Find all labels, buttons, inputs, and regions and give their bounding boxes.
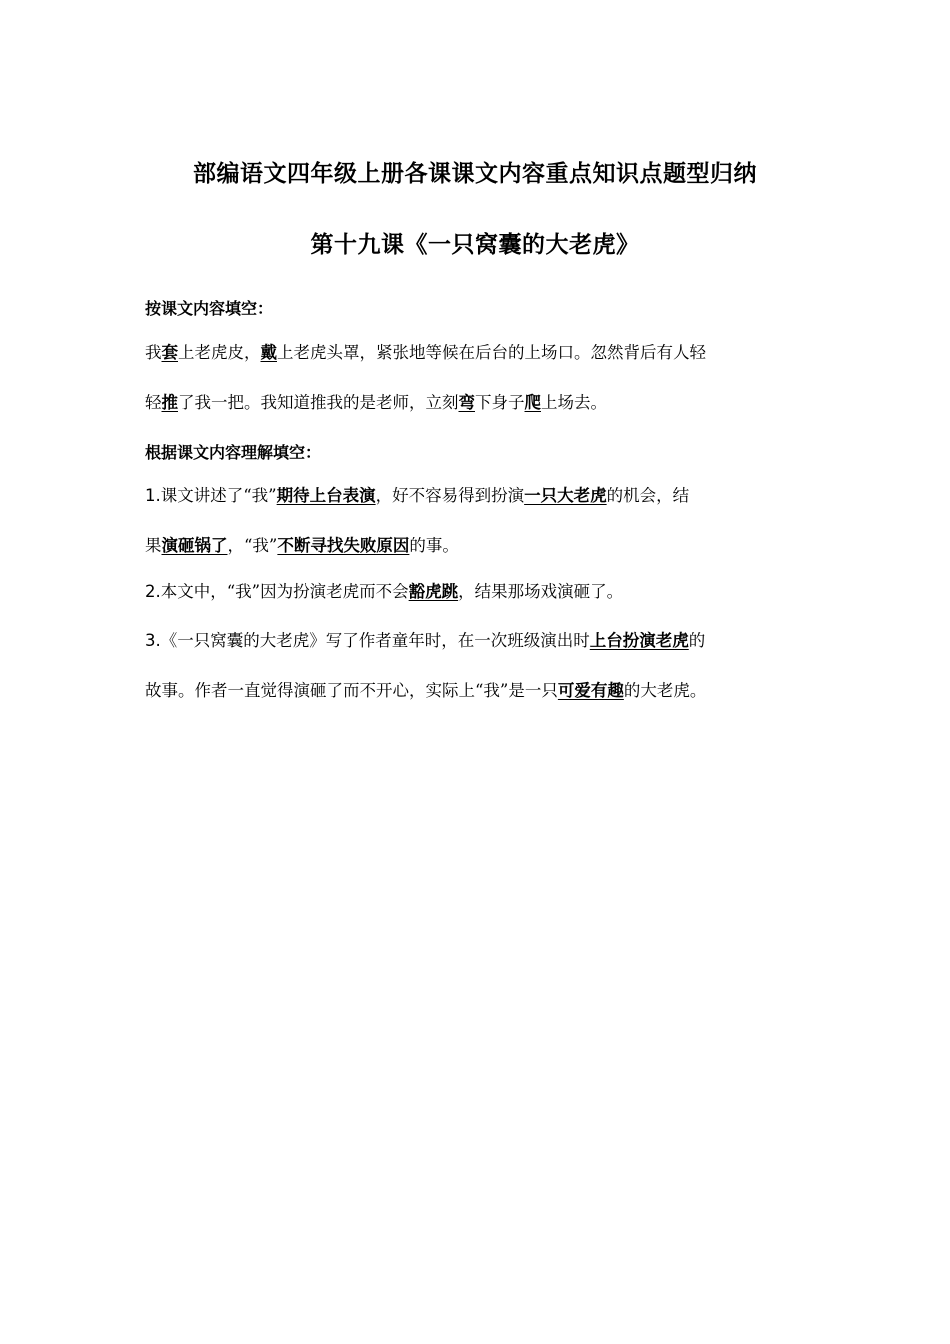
text: 课文讲述了“我”	[160, 486, 277, 505]
answer: 推	[161, 393, 178, 412]
text: 的大老虎。	[623, 681, 707, 700]
answer: 演砸锅了	[161, 536, 228, 555]
answer: 一只大老虎	[524, 486, 607, 505]
text: ，好不容易得到扮演	[375, 486, 525, 505]
answer: 可爱有趣	[557, 681, 624, 700]
section1-line-2	[145, 392, 810, 414]
question-2	[145, 581, 810, 603]
answer: 不断寻找失败原因	[277, 536, 410, 555]
text: 的事。	[409, 536, 459, 555]
text: 故事。作者一直觉得演砸了而不开心，实际上“我”是一只	[145, 681, 558, 700]
question-3-line-1	[145, 630, 810, 652]
section1-line-1	[145, 342, 810, 364]
document-title: 部编语文四年级上册各课课文内容重点知识点题型归纳	[193, 161, 757, 187]
section-heading-fill-blanks: 按课文内容填空：	[145, 299, 274, 318]
section-heading-comprehension: 根据课文内容理解填空：	[145, 443, 322, 462]
text: 下身子	[475, 393, 525, 412]
text: 上老虎皮，	[178, 343, 261, 362]
text: ，结果那场戏演砸了。	[458, 582, 624, 601]
text: 果	[145, 536, 162, 555]
text: 我	[145, 343, 162, 362]
text: 上老虎头罩，紧张地等候在后台的上场口。忽然背后有人轻	[277, 343, 706, 362]
text: 了我一把。我知道推我的是老师，立刻	[178, 393, 459, 412]
question-number: 1.	[145, 486, 161, 505]
answer: 期待上台表演	[276, 486, 376, 505]
question-number: 3.	[145, 631, 161, 650]
text: 的	[688, 631, 706, 650]
question-1-line-2	[145, 535, 810, 557]
text: 轻	[145, 393, 162, 412]
answer: 豁虎跳	[408, 582, 459, 601]
answer: 弯	[458, 393, 475, 412]
answer: 戴	[260, 343, 277, 362]
text: 《一只窝囊的大老虎》写了作者童年时，在一次班级演出时	[160, 631, 590, 650]
answer: 套	[161, 343, 178, 362]
answer: 爬	[524, 393, 541, 412]
question-number: 2.	[145, 582, 161, 601]
text: 的机会，结	[606, 486, 690, 505]
text: 本文中，“我”因为扮演老虎而不会	[160, 582, 409, 601]
question-1-line-1	[145, 485, 810, 507]
text: 上场去。	[541, 393, 607, 412]
text: ，“我”	[227, 536, 278, 555]
answer: 上台扮演老虎	[589, 631, 689, 650]
question-3-line-2	[145, 680, 810, 702]
lesson-title: 第十九课《一只窝囊的大老虎》	[310, 232, 640, 258]
